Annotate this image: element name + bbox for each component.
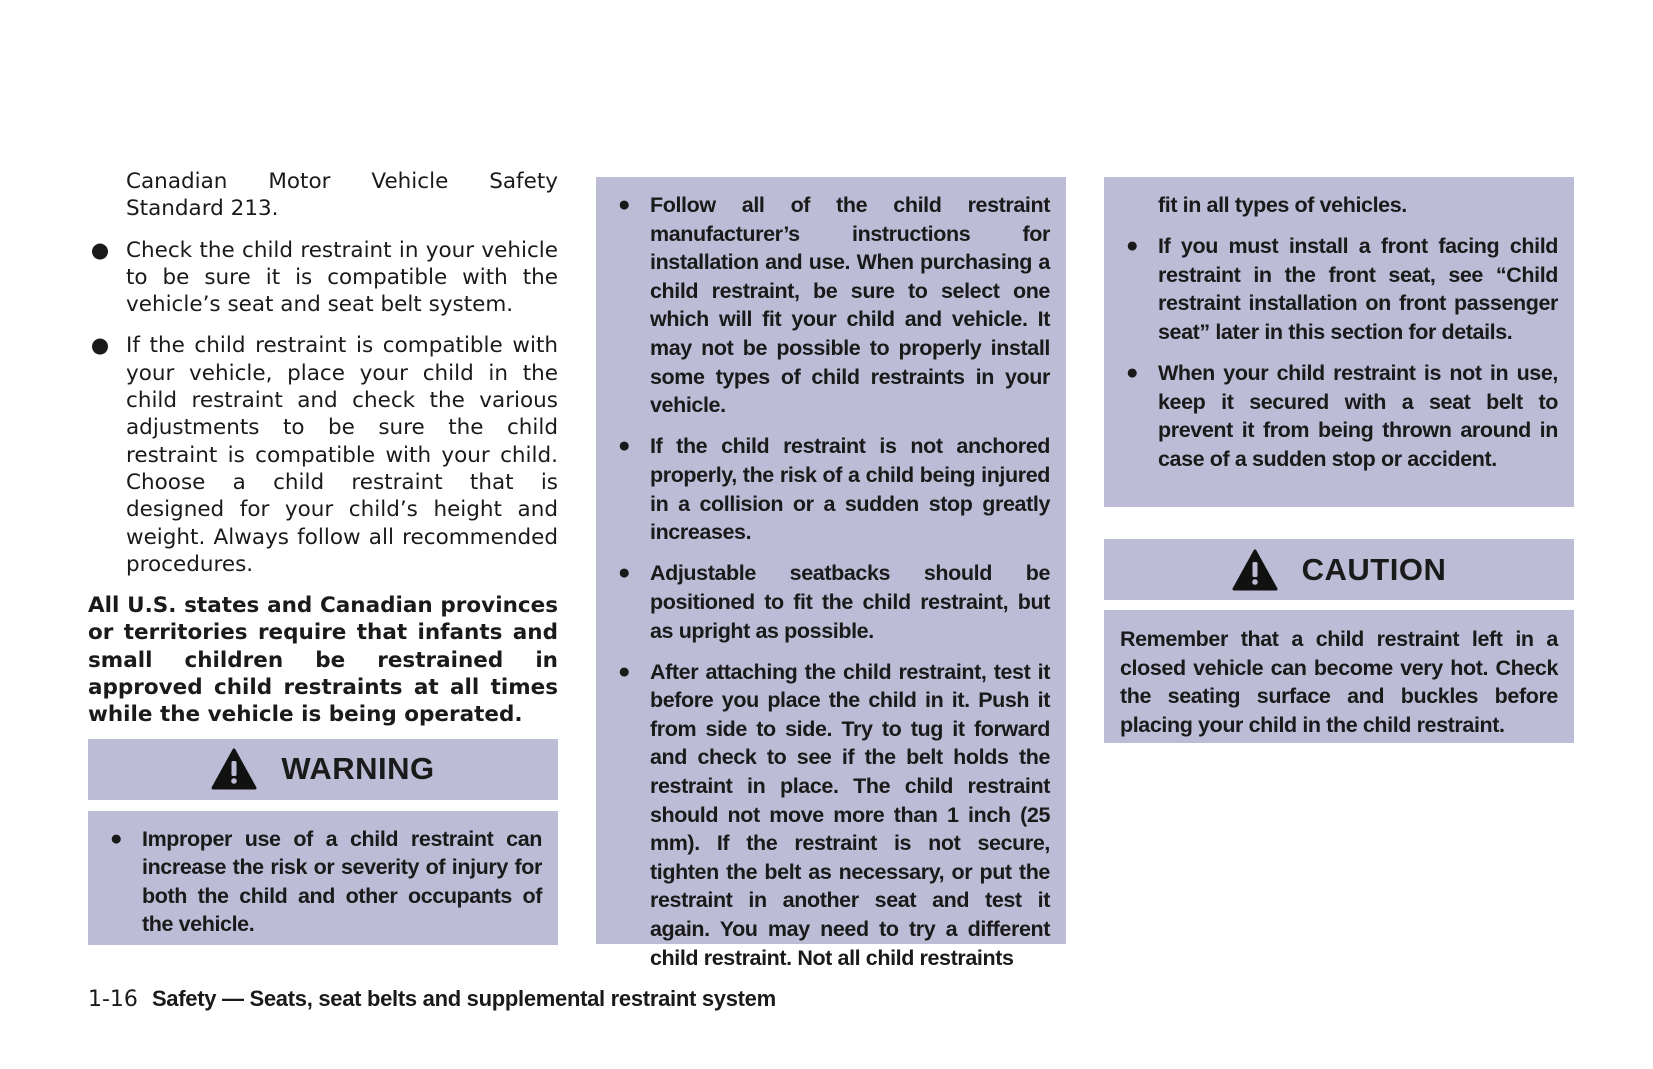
warning-label: WARNING (281, 751, 435, 787)
list-item: ● If you must install a front facing child restraint in the front seat, see “Child restraint installation on front passenger seat” later in this section for details. (1120, 232, 1558, 346)
page-footer (88, 986, 776, 1012)
list-item: ● Follow all of the child restraint manufacturer’s instructions for installation and use. When purchasing a child restraint, be sure to select one which will fit your child and vehicle. It may not be possible to properly install some types of child restraints in your vehicle. (612, 191, 1050, 420)
list-item: ● After attaching the child restraint, test it before you place the child in it. Push it from side to side. Try to tug it forward and check to see if the belt holds the restraint in place. The child restraint should not move more than 1 inch (25 mm). If the restraint is not secure, tighten the belt as necessary, or put the restraint in another seat and test it again. You may need to try a different child restraint. Not all child restraints (612, 658, 1050, 973)
bullet-icon: ● (1125, 234, 1139, 258)
caution-label: CAUTION (1301, 551, 1447, 587)
caution-box (1104, 610, 1574, 743)
bullet-icon: ● (617, 561, 631, 585)
bullet-icon: ● (90, 237, 110, 262)
warning-triangle-icon (211, 748, 257, 790)
bullet-icon: ● (90, 333, 110, 358)
bullet-icon: ● (617, 434, 631, 458)
warning-header (88, 739, 558, 800)
bullet-icon: ● (109, 826, 123, 850)
caution-text: Remember that a child restraint left in a closed vehicle can become very hot. Check the seating surface and buckles before placing your child in the child restraint. (1120, 627, 1558, 737)
bullet-icon: ● (617, 193, 631, 216)
warning-triangle-icon (1232, 549, 1278, 591)
list-item: ● Adjustable seatbacks should be positioned to fit the child restraint, but as upright as possible. (612, 559, 1050, 645)
list-item: ● If the child restraint is compatible with your vehicle, place your child in the child restraint and check the various adjustments to be sure the child restraint is compatible with your child. Choose a child restraint that is designed for your child’s height and weight. Always follow all recommended procedures. (88, 332, 558, 578)
column-1-text (88, 168, 558, 578)
continuation-text: fit in all types of vehicles. (1158, 193, 1407, 217)
list-item: ● When your child restraint is not in use, keep it secured with a seat belt to prevent it from being thrown around in case of a sudden stop or accident. (1120, 359, 1558, 473)
list-item: ● Check the child restraint in your vehicle to be sure it is compatible with the vehicle’s seat and seat belt system. (88, 237, 558, 319)
warning-continuation-box (596, 177, 1066, 970)
warning-box (88, 811, 558, 945)
section-title: Safety — Seats, seat belts and supplemental restraint system (151, 986, 776, 1011)
caution-header (1104, 539, 1574, 600)
continuation-text: Canadian Motor Vehicle Safety Standard 213. (126, 169, 558, 222)
bullet-icon: ● (617, 659, 631, 683)
requirement-paragraph: All U.S. states and Canadian provinces or territories require that infants and small children be restrained in approved child restraints at all times while the vehicle is being operated. (88, 593, 558, 728)
list-item: ● Improper use of a child restraint can increase the risk or severity of injury for both the child and other occupants of the vehicle. (104, 825, 542, 939)
column-1 (88, 0, 558, 945)
list-item: ● If the child restraint is not anchored properly, the risk of a child being injured in a collision or a sudden stop greatly increases. (612, 432, 1050, 546)
page-number: 1-16 (88, 987, 138, 1012)
warning-continuation-box-2 (1104, 177, 1574, 507)
bullet-icon: ● (1125, 361, 1139, 385)
